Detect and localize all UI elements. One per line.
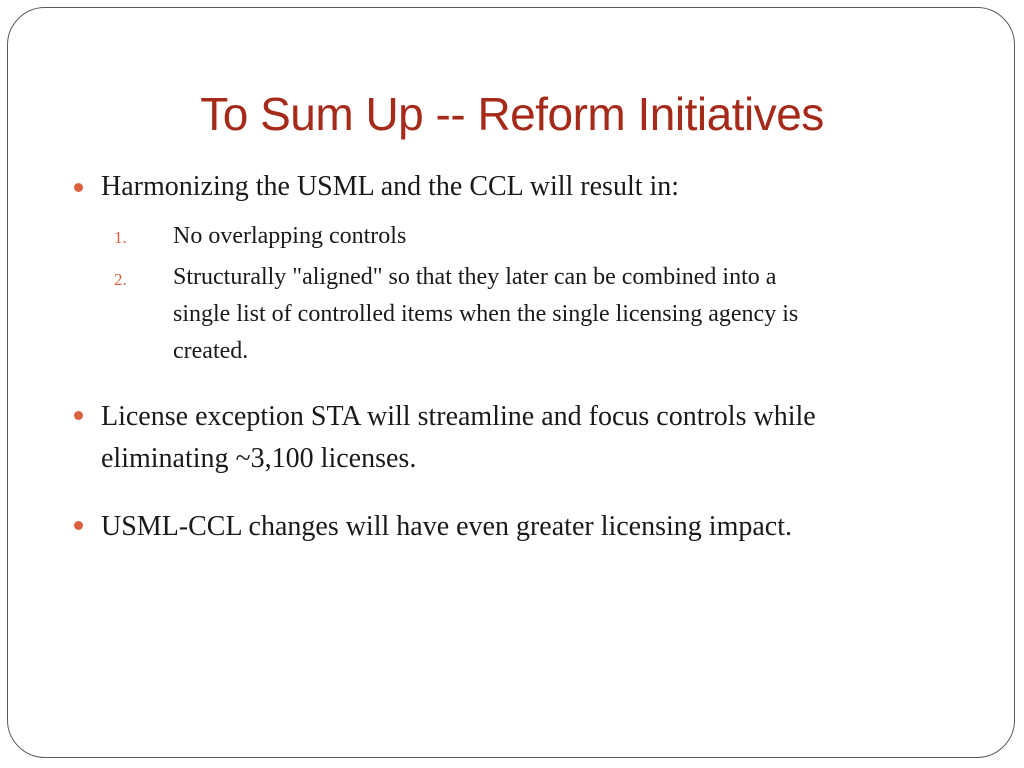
bullet-3-text: USML-CCL changes will have even greater licensing impact. [101, 511, 792, 542]
bullet-dot-icon [74, 411, 83, 420]
sub-item-1-number: 1. [114, 228, 127, 247]
bullet-dot-icon [74, 521, 83, 530]
sub-item-2-number: 2. [114, 270, 127, 289]
slide-title: To Sum Up -- Reform Initiatives [200, 88, 824, 140]
bullet-2-line-1: License exception STA will streamline and focus controls while [101, 401, 816, 432]
sub-item-2-line-2: single list of controlled items when the single licensing agency is [173, 301, 799, 327]
sub-item-2-line-3: created. [173, 338, 249, 364]
sub-item-1-text: No overlapping controls [173, 223, 407, 249]
sub-item-2-line-1: Structurally "aligned" so that they later can be combined into a [173, 264, 777, 290]
bullet-dot-icon [74, 183, 83, 192]
bullet-1-text: Harmonizing the USML and the CCL will result in: [101, 171, 680, 202]
bullet-2-line-2: eliminating ~3,100 licenses. [101, 443, 417, 474]
